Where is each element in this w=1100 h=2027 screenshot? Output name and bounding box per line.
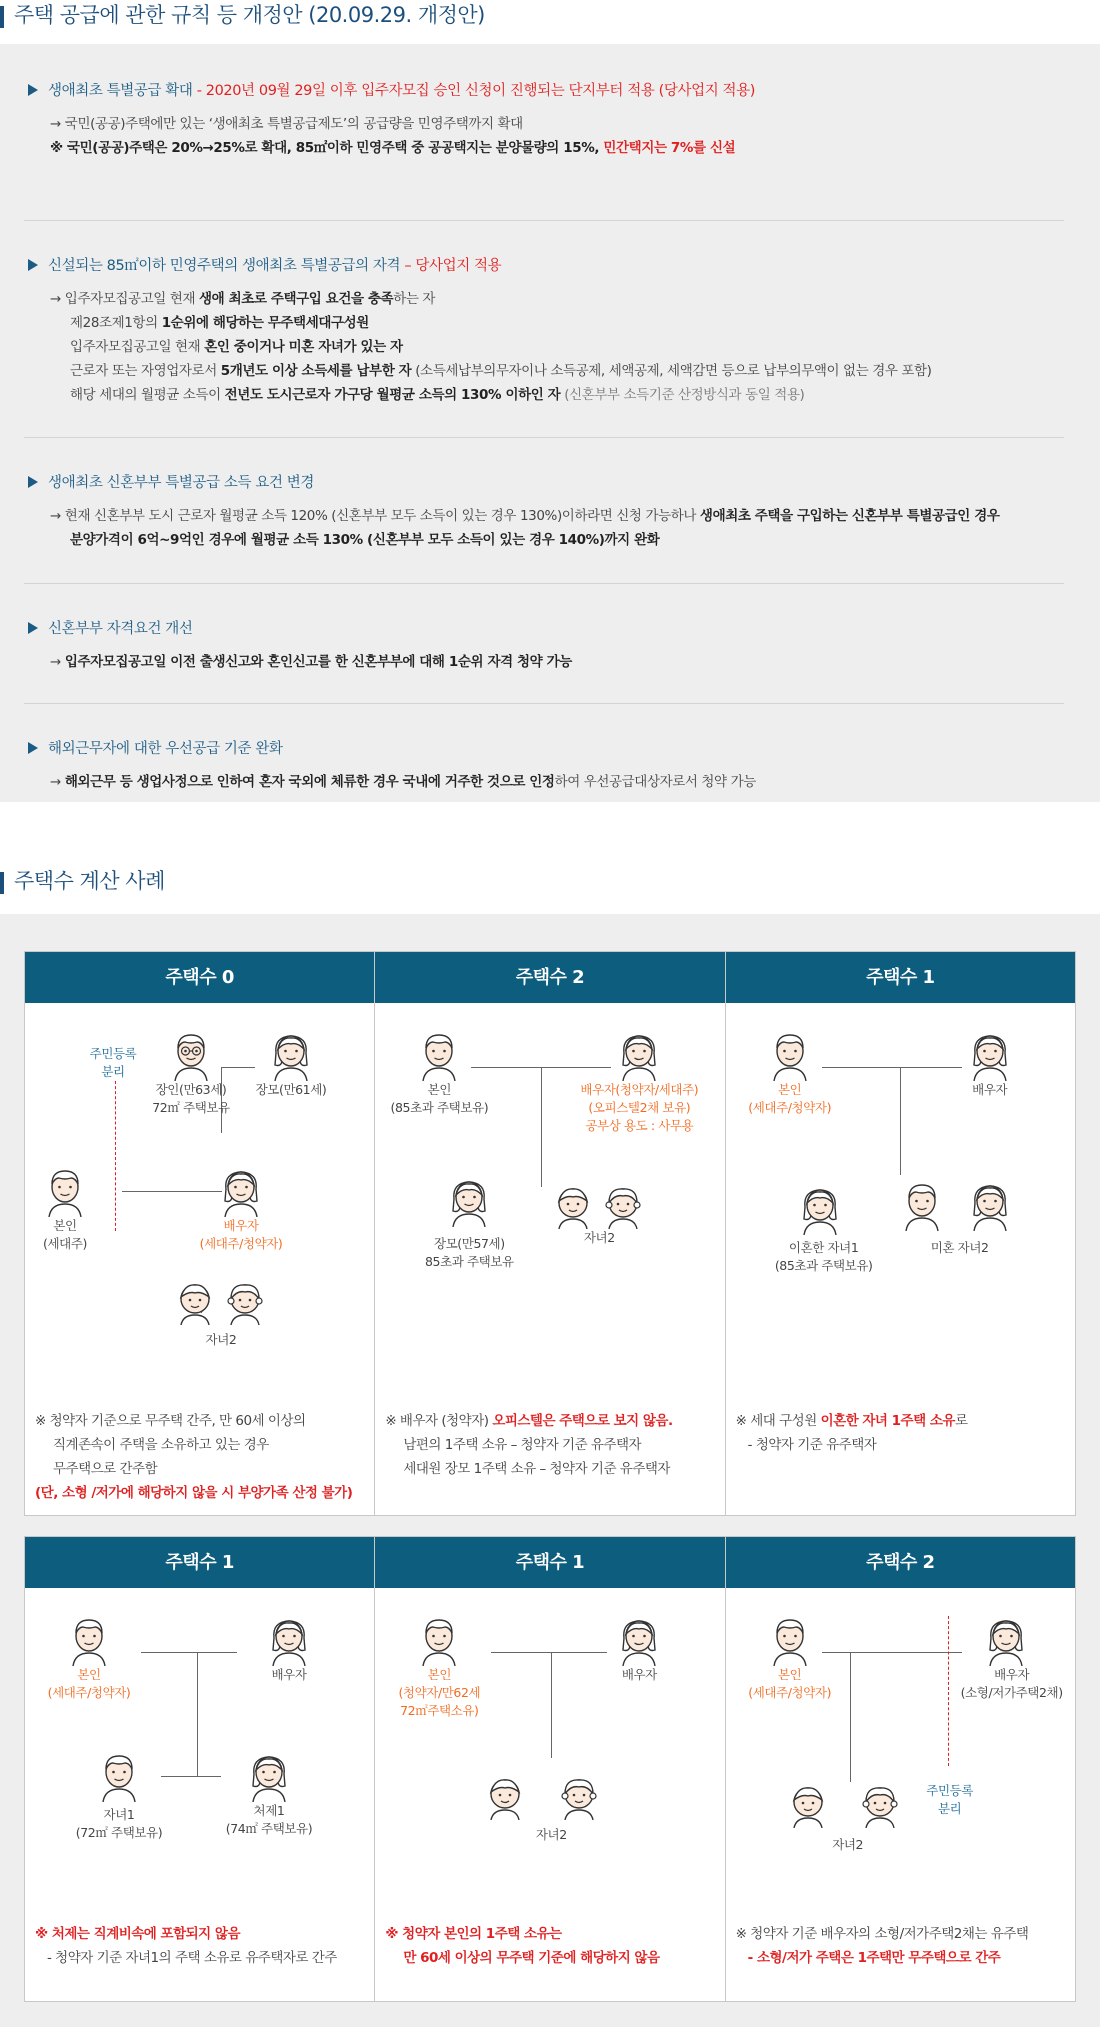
rule-line: → 국민(공공)주택에만 있는 ‘생애최초 특별공급제도’의 공급량을 민영주택까지 확대 [50,116,523,132]
rule-heading: 신혼부부 자격요건 개선 [26,618,1064,640]
person-label: 배우자 (소형/저가주택2채) [960,1667,1063,1700]
rule-line: → 입주자모집공고일 현재 생애 최초로 주택구입 요건을 충족하는 자 [50,291,436,307]
triangle-bullet-icon [28,259,38,271]
section-title-rules [0,0,1100,34]
rule-line: 해당 세대의 월평균 소득이 전년도 도시근로자 가구당 월평균 소득의 130% 이하인 자 (신혼부부 소득기준 산정방식과 동일 적용) [70,387,805,403]
case-heading: 주택수 1 [25,1537,374,1588]
rule-line: → 입주자모집공고일 이전 출생신고와 혼인신고를 한 신혼부부에 대해 1순위 자격 청약 가능 [50,654,572,670]
father-in-law-icon [171,1031,211,1081]
spouse-icon [970,1031,1010,1081]
self-icon [419,1616,459,1666]
spouse-icon [619,1031,659,1081]
child-icon [603,1185,643,1229]
person-label: 자녀2 [205,1332,237,1347]
child-icon [970,1181,1010,1231]
rule-item [24,220,1064,437]
person-label: 본인 (세대주) [43,1218,87,1251]
case-heading: 주택수 2 [375,952,724,1003]
self-icon [45,1167,85,1217]
connector-line [900,1067,901,1175]
child-icon [225,1281,265,1325]
person-label: 배우자 (세대주/청약자) [199,1218,283,1251]
rule-heading: 생애최초 특별공급 확대 - 2020년 09월 29일 이후 입주자모집 승인 신청이 진행되는 단지부터 적용 (당사업지 적용) [26,80,1064,102]
person-label: 장모(만57세) 85초과 주택보유 [424,1236,514,1269]
person-label: 자녀2 [832,1837,864,1852]
section-title-cases [0,866,1100,900]
case-note: ※ 청약자 기준으로 무주택 간주, 만 60세 이상의 직계존속이 주택을 소유하고 있는 경우 무주택으로 간주함 (단, 소형 /저가에 해당하지 않을 시 부양가족 산정 불가) [35,1413,353,1501]
person-label: 주민등록 분리 [89,1046,137,1079]
self-icon [770,1031,810,1081]
triangle-bullet-icon [28,476,38,488]
rule-item [24,437,1064,583]
mother-in-law-icon [449,1177,489,1227]
child-icon [800,1185,840,1235]
person-label: 장모(만61세) [255,1082,327,1097]
rule-body [26,650,1064,674]
child-icon [553,1185,593,1229]
child-icon [902,1181,942,1231]
person-label: 자녀2 [583,1230,615,1245]
case-card [726,1537,1075,2001]
case-heading: 주택수 1 [726,952,1075,1003]
connector-line [141,1652,237,1653]
person-label: 배우자 [972,1082,1008,1097]
residence-split-line [948,1616,949,1766]
rule-line: ※ 국민(공공)주택은 20%→25%로 확대, 85㎡이하 민영주택 중 공공택지는 분양물량의 15%, 민간택지는 7%를 신설 [50,140,736,156]
self-icon [770,1616,810,1666]
rule-heading: 해외근무자에 대한 우선공급 기준 완화 [26,738,1064,760]
connector-line [221,1067,255,1068]
rule-line: → 해외근무 등 생업사정으로 인하여 혼자 국외에 체류한 경우 국내에 거주한 것으로 인정하여 우선공급대상자로서 청약 가능 [50,774,756,790]
connector-line [541,1067,542,1187]
section-title-text: 주택수 계산 사례 [14,869,165,893]
case-heading: 주택수 2 [726,1537,1075,1588]
case-card [375,1537,725,2001]
rule-item [24,583,1064,703]
connector-line [822,1652,962,1653]
self-icon [69,1616,109,1666]
connector-line [491,1652,607,1653]
rule-body [26,504,1064,552]
spouse-icon [269,1616,309,1666]
rule-body [26,112,1064,160]
rule-heading: 생애최초 신혼부부 특별공급 소득 요건 변경 [26,472,1064,494]
case-row [24,1536,1076,2002]
connector-line [197,1652,198,1776]
spouse-icon [619,1616,659,1666]
case-note: ※ 세대 구성원 이혼한 자녀 1주택 소유로 - 청약자 기준 유주택자 [735,1413,968,1453]
case-heading: 주택수 1 [375,1537,724,1588]
person-label: 본인 (85초과 주택보유) [390,1082,489,1115]
child-icon [485,1776,525,1820]
case-card [25,952,375,1515]
triangle-bullet-icon [28,84,38,96]
case-note: ※ 처제는 직계비속에 포함되지 않음 - 청약자 기준 자녀1의 주택 소유로 유주택자로 간주 [35,1926,337,1966]
case-card [726,952,1075,1515]
connector-line [122,1191,222,1192]
rule-item [24,80,1064,220]
child-icon [860,1784,900,1828]
person-label: 배우자 [621,1667,657,1682]
sister-in-law-icon [249,1752,289,1802]
rule-line: 근로자 또는 자영업자로서 5개년도 이상 소득세를 납부한 자 (소득세납부의무자이나 소득공제, 세액공제, 세액감면 등으로 납부의무액이 없는 경우 포함) [70,363,932,379]
triangle-bullet-icon [28,622,38,634]
person-label: 배우자(청약자/세대주) (오피스텔2채 보유) 공부상 용도 : 사무용 [580,1082,699,1133]
person-label: 장인(만63세) 72㎡ 주택보유 [152,1082,230,1115]
rule-heading: 신설되는 85㎡이하 민영주택의 생애최초 특별공급의 자격 – 당사업지 적용 [26,255,1064,277]
case-card [25,1537,375,2001]
self-icon [419,1031,459,1081]
rule-line: → 현재 신혼부부 도시 근로자 월평균 소득 120% (신혼부부 모두 소득이 있는 경우 130%)이하라면 신청 가능하나 생애최초 주택을 구입하는 신혼부부 특별공급인 경우 [50,508,1000,524]
person-label: 처제1 (74㎡ 주택보유) [225,1803,313,1836]
person-label: 자녀2 [535,1827,567,1842]
rule-line: 제28조제1항의 1순위에 해당하는 무주택세대구성원 [70,315,369,331]
rule-line: 분양가격이 6억~9억인 경우에 월평균 소득 130% (신혼부부 모두 소득이 있는 경우 140%)까지 완화 [70,532,660,548]
person-label: 주민등록 분리 [926,1783,974,1816]
cases-panel [0,914,1100,2027]
connector-line [822,1067,962,1068]
person-label: 본인 (청약자/만62세 72㎡주택소유) [398,1667,481,1718]
connector-line [850,1652,851,1782]
child-icon [559,1776,599,1820]
spouse-icon [221,1167,261,1217]
section-title-text: 주택 공급에 관한 규칙 등 개정안 (20.09.29. 개정안) [14,3,485,27]
case-card [375,952,725,1515]
triangle-bullet-icon [28,742,38,754]
connector-line [161,1776,221,1777]
child-icon [175,1281,215,1325]
child-icon [99,1752,139,1802]
person-label: 미혼 자녀2 [930,1240,989,1255]
spouse-icon [986,1616,1026,1666]
case-note: ※ 청약자 기준 배우자의 소형/저가주택2채는 유주택 - 소형/저가 주택은 1주택만 무주택으로 간주 [735,1926,1029,1966]
person-label: 자녀1 (72㎡ 주택보유) [75,1807,163,1840]
connector-line [551,1652,552,1758]
rule-line: 입주자모집공고일 현재 혼인 중이거나 미혼 자녀가 있는 자 [70,339,403,355]
person-label: 이혼한 자녀1 (85초과 주택보유) [774,1240,873,1273]
rule-body [26,287,1064,407]
mother-in-law-icon [271,1031,311,1081]
person-label: 배우자 [271,1667,307,1682]
case-note: ※ 청약자 본인의 1주택 소유는 만 60세 이상의 무주택 기준에 해당하지 않음 [385,1926,660,1966]
person-label: 본인 (세대주/청약자) [47,1667,131,1700]
person-label: 본인 (세대주/청약자) [748,1667,832,1700]
residence-split-line [115,1081,116,1231]
case-row [24,951,1076,1516]
rules-panel [0,44,1100,802]
rule-item [24,703,1064,803]
person-label: 본인 (세대주/청약자) [748,1082,832,1115]
rule-body [26,770,1064,794]
case-heading: 주택수 0 [25,952,374,1003]
child-icon [788,1784,828,1828]
case-note: ※ 배우자 (청약자) 오피스텔은 주택으로 보지 않음. 남편의 1주택 소유 – 청약자 기준 유주택자 세대원 장모 1주택 소유 – 청약자 기준 유주택자 [385,1413,673,1477]
